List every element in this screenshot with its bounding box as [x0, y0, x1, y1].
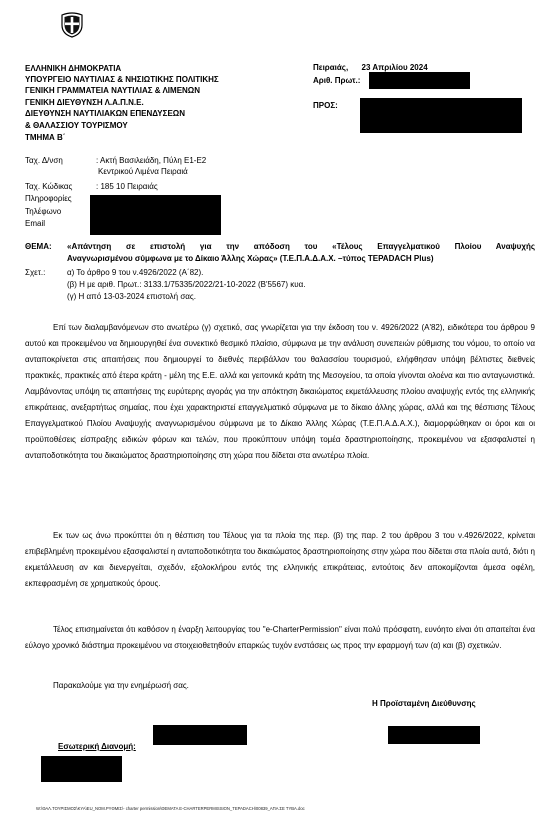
address-value-2: Κεντρικού Λιμένα Πειραιά: [98, 167, 188, 176]
address-label: Ταχ. Δ/νση: [25, 156, 63, 165]
redacted-protocol-number: [369, 72, 470, 89]
header-line: ΓΕΝΙΚΗ ΓΡΑΜΜΑΤΕΙΑ ΝΑΥΤΙΛΙΑΣ & ΛΙΜΕΝΩΝ: [25, 86, 200, 95]
references-label: Σχετ.:: [25, 268, 46, 277]
email-label: Email: [25, 219, 46, 228]
body-paragraph-3: [25, 622, 535, 654]
header-line: ΕΛΛΗΝΙΚΗ ΔΗΜΟΚΡΑΤΙΑ: [25, 64, 122, 73]
phone-label: Τηλέφωνο: [25, 207, 62, 216]
place-date: Πειραιάς, 23 Απριλίου 2024: [313, 63, 428, 72]
paragraph-text: Τέλος επισημαίνεται ότι καθόσον η έναρξη λειτουργίας του "e-CharterPermission" είναι πολύ πρόσφατη, ευνόητο είναι ότι απαιτείται ένα εύλογο χρονικό διάστημα προκειμένου να στοιχειοθετηθούν επαρκώς τυχόν ενστάσεις ως προς την εφαρμογή των (α) και (β) σχετικών.: [25, 625, 535, 650]
body-paragraph-4: [25, 678, 535, 694]
signature-title: Η Προϊσταμένη Διεύθυνσης: [372, 699, 476, 708]
redacted-recipient: [360, 98, 522, 133]
header-line: & ΘΑΛΑΣΣΙΟΥ ΤΟΥΡΙΣΜΟΥ: [25, 121, 128, 130]
header-line: ΤΜΗΜΑ Β΄: [25, 133, 66, 142]
header-line: ΔΙΕΥΘΥΝΣΗ ΝΑΥΤΙΛΙΑΚΩΝ ΕΠΕΝΔΥΣΕΩΝ: [25, 109, 185, 118]
redacted-contact-details: [90, 195, 221, 235]
subject-line-2: Αναγνωρισμένου σύμφωνα με το Δίκαιο Άλλης Χώρας» (Τ.Ε.Π.Α.Δ.Α.Χ. –τύπος TEPADACH Plus): [67, 254, 434, 263]
reference-item: (β) Η με αριθ. Πρωτ.: 3133.1/75335/2022/21-10-2022 (Β'5567) κυα.: [67, 280, 306, 289]
redacted-distribution-2: [41, 756, 122, 782]
redacted-signatory-name: [388, 726, 480, 744]
recipient-label: ΠΡΟΣ:: [313, 101, 338, 110]
file-path-footer: W:\ΘΑΛ.ΤΟΥΡΙΣΜΟΣ\ΚΥΑ\EU_NOM.PYΘMIΣ\- charter permission\ΘΕΜΑΤΑ E-CHARTERPERMISSION_TEPADACH\00839_ΑΠΑ ΣΕ ΤYBA.doc: [36, 806, 305, 811]
paragraph-text: Επί των διαλαμβανόμενων στο ανωτέρω (γ) σχετικό, σας γνωρίζεται για την έκδοση του ν. 4926/2022 (Α'82), ειδικότερα του άρθρου 9 αυτού και προκειμένου να δημιουργηθεί ένα συνεκτικό θεσμικό πλαίσιο, σύμφωνα με την ανάλυση συνεπειών ρύθμισης του νόμου, το οποίο να ανταποκρίνεται στις απαιτήσεις που δημιουργεί το διεθνές περιβάλλον του θαλασσίου τουρισμού, ελήφθησαν υπόψη βέλτιστες διεθνείς πρακτικές, πρακτικές από έτερα κράτη - μέλη της Ε.Ε. αλλά και γειτονικά κράτη της Μεσογείου, τα οποία γίνονται ολοένα και πιο ανταγωνιστικά. Λαμβάνοντας υπόψη τις απαιτήσεις της ευρύτερης αγοράς για την απόκτηση δικαιώματος εκμετάλλευσης πλοίου αναψυχής εντός της ελληνικής επικράτειας, ανεξαρτήτως σημαίας, που έχει χαρακτηριστεί επαγγελματικό σύμφωνα με το δίκαιο άλλης χώρας, αλλά και της θέσπισης Τέλους Επαγγελματικού Πλοίου Αναψυχής αναγνωρισμένου σύμφωνα με το Δίκαιο Άλλης Χώρας (Τ.Ε.Π.Α.Δ.Α.Χ.), διαμορφώθηκαν οι όροι και οι προϋποθέσεις είσπραξης ειδικών φόρων και τελών, που προκύπτουν υπόψη τομέα δραστηριοποίησης, προκειμένου να εξασφαλιστεί η ανταποδοτικότητα του δικαιώματος δραστηριοποίησης στη χώρα που δίδεται στα ανωτέρω πλοία.: [25, 323, 535, 460]
postal-code-value: : 185 10 Πειραιάς: [96, 182, 158, 191]
subject-label: ΘΕΜΑ:: [25, 242, 52, 251]
paragraph-text: Εκ των ως άνω προκύπτει ότι η θέσπιση του Τέλους για τα πλοία της περ. (β) της παρ. 2 του άρθρου 3 του ν.4926/2022, κρίνεται επιβεβλημένη προκειμένου εξασφαλιστεί η ανταποδοτικότητα του δικαιώματος δραστηριοποίησης στην χώρα που δίδεται στα πλοία αυτά, διότι η εκμετάλλευση αν και διενεργείται, σχεδόν, εξολοκλήρου εντός της ελληνικής επικράτειας, εντούτοις δεν αποκομίζονται άμεσα οφέλη, εκπεφρασμένη σε χρηματικούς όρους.: [25, 531, 535, 588]
paragraph-text: Παρακαλούμε για την ενημέρωσή σας.: [53, 681, 189, 690]
header-line: ΥΠΟΥΡΓΕΙΟ ΝΑΥΤΙΛΙΑΣ & ΝΗΣΙΩΤΙΚΗΣ ΠΟΛΙΤΙΚΗΣ: [25, 75, 219, 84]
internal-distribution-label: Εσωτερική Διανομή:: [58, 742, 136, 751]
reference-item: (γ) Η από 13-03-2024 επιστολή σας.: [67, 292, 196, 301]
subject-line-1: «Απάντηση σε επιστολή για την απόδοση του «Τέλους Επαγγελματικού Πλοίου Αναψυχής: [67, 242, 535, 251]
info-label: Πληροφορίες: [25, 194, 72, 203]
address-value: : Ακτή Βασιλειάδη, Πύλη Ε1-Ε2: [96, 156, 207, 165]
postal-code-label: Ταχ. Κώδικας: [25, 182, 73, 191]
reference-item: α) Το άρθρο 9 του ν.4926/2022 (Α΄82).: [67, 268, 204, 277]
protocol-label: Αριθ. Πρωτ.:: [313, 76, 361, 85]
header-line: ΓΕΝΙΚΗ ΔΙΕΥΘΥΝΣΗ Λ.Α.Π.Ν.Ε.: [25, 98, 144, 107]
body-paragraph-1: [25, 320, 535, 464]
redacted-distribution-1: [153, 725, 247, 745]
coat-of-arms-icon: [60, 12, 84, 38]
body-paragraph-2: [25, 528, 535, 592]
